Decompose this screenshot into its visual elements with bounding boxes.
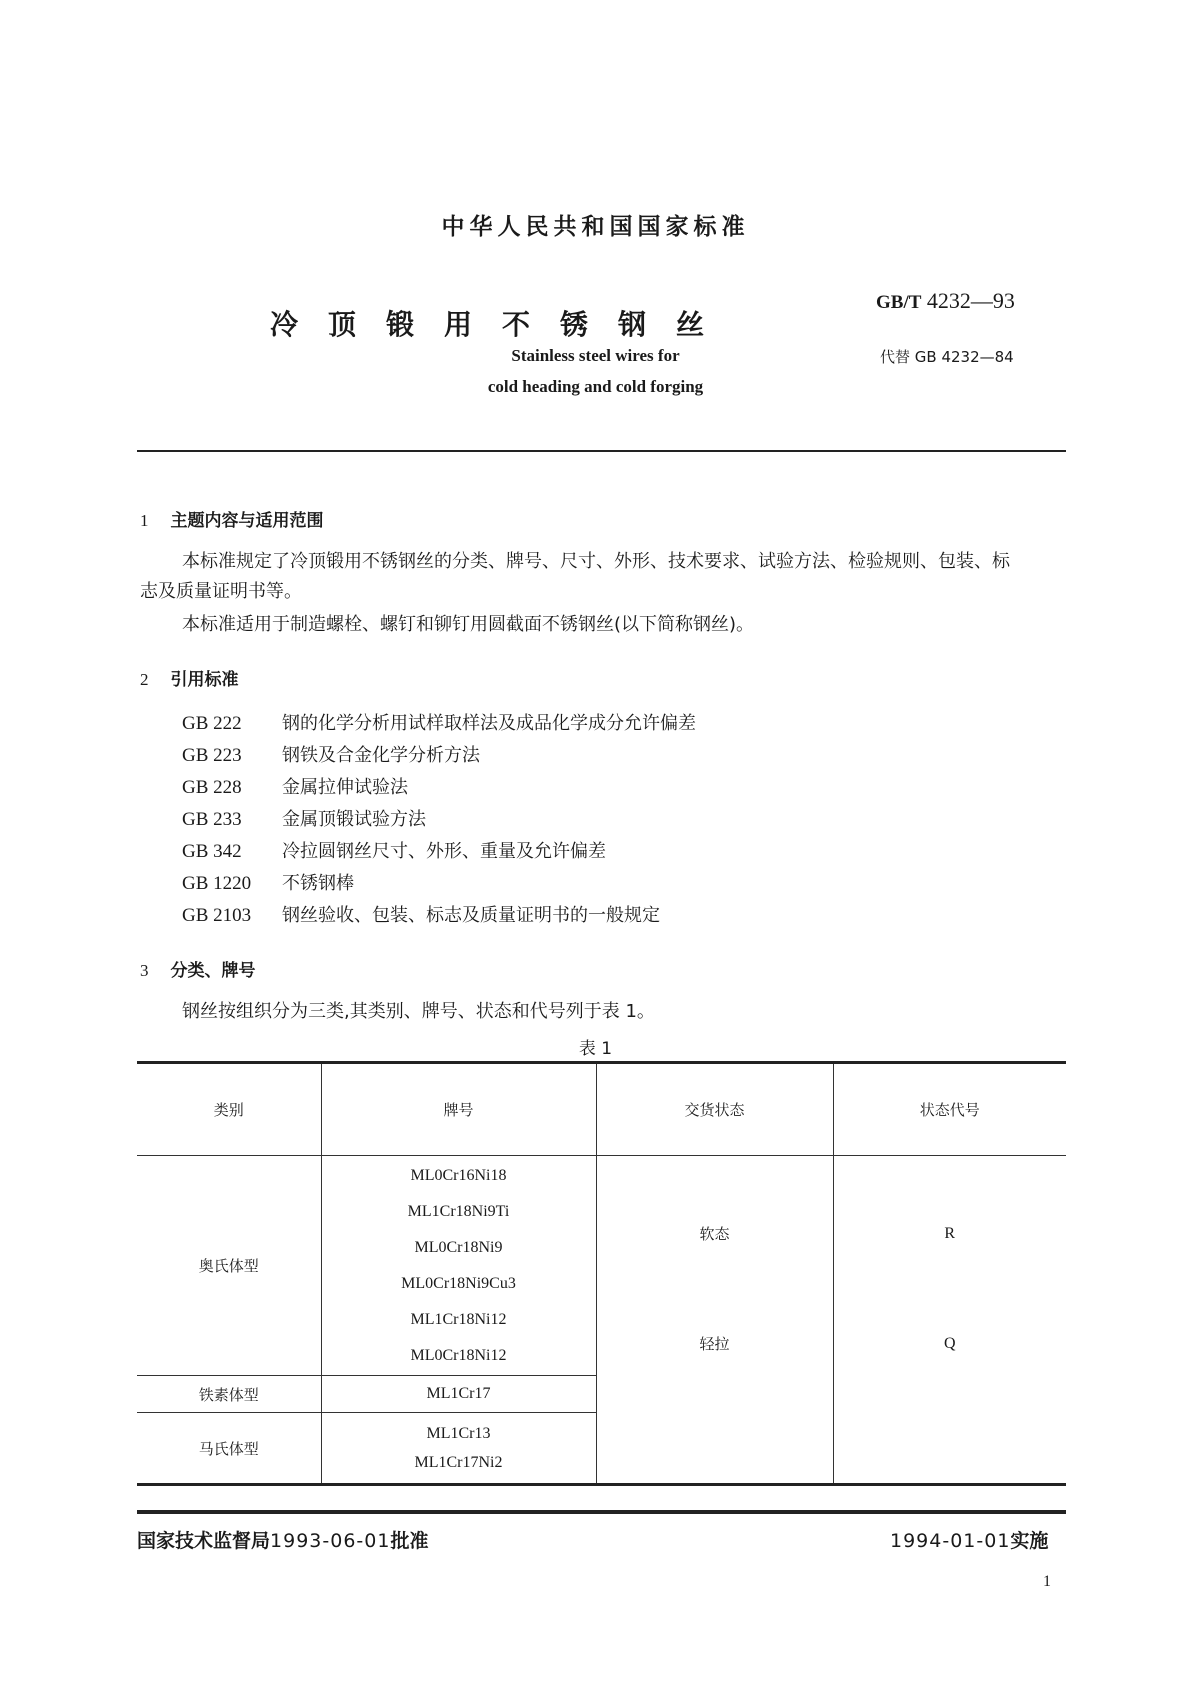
reference-code: GB 223 <box>182 745 242 766</box>
grade-item: ML0Cr18Ni9 <box>414 1238 503 1256</box>
grade-item: ML1Cr17Ni2 <box>414 1454 503 1471</box>
grade-item: ML1Cr13 <box>426 1425 491 1442</box>
reference-item <box>182 805 426 831</box>
page-number: 1 <box>1043 1573 1051 1590</box>
reference-item <box>182 901 660 927</box>
section-2-heading <box>140 665 239 690</box>
reference-title: 金属拉伸试验法 <box>282 777 408 798</box>
replaces-note: 代替 GB 4232—84 <box>880 348 1014 366</box>
header-delivery-state: 交货状态 <box>596 1063 833 1156</box>
state-code-cell <box>833 1156 1066 1485</box>
reference-code: GB 222 <box>182 713 242 734</box>
grade-item: ML1Cr17 <box>426 1385 491 1402</box>
reference-item <box>182 869 354 895</box>
reference-item <box>182 741 480 767</box>
table-caption: 表 1 <box>578 1039 613 1059</box>
reference-code: GB 1220 <box>182 873 252 894</box>
document-title-en-line2: cold heading and cold forging <box>487 377 704 396</box>
reference-item <box>182 837 606 863</box>
reference-title: 不锈钢棒 <box>282 873 354 894</box>
reference-title: 金属顶锻试验方法 <box>282 809 426 830</box>
reference-item <box>182 709 696 735</box>
code-r: R <box>944 1225 956 1242</box>
section-1-heading <box>140 506 324 531</box>
reference-code: GB 342 <box>182 841 242 862</box>
section-1-para2: 本标准适用于制造螺栓、螺钉和铆钉用圆截面不锈钢丝(以下简称钢丝)。 <box>182 614 755 635</box>
reference-title: 冷拉圆钢丝尺寸、外形、重量及允许偏差 <box>282 841 606 862</box>
state-light-drawn: 轻拉 <box>699 1335 730 1353</box>
standard-number <box>876 288 1015 314</box>
section-number: 2 <box>140 670 149 689</box>
reference-title: 钢的化学分析用试样取样法及成品化学成分允许偏差 <box>282 713 696 734</box>
delivery-state-cell <box>596 1156 833 1485</box>
category-cell: 马氏体型 <box>137 1413 321 1485</box>
standard-prefix: GB/T <box>876 292 922 313</box>
grade-item: ML0Cr18Ni12 <box>410 1346 507 1364</box>
approval-line <box>137 1526 428 1553</box>
implementation-suffix: 实施 <box>1010 1530 1049 1552</box>
document-title-cn: 冷顶锻用不锈钢丝 <box>270 308 735 341</box>
approval-date: 1993-06-01 <box>270 1530 391 1552</box>
code-q: Q <box>943 1335 956 1352</box>
reference-item <box>182 773 408 799</box>
section-title: 主题内容与适用范围 <box>170 511 324 531</box>
grades-cell <box>321 1156 596 1376</box>
header-grade: 牌号 <box>321 1063 596 1156</box>
reference-title: 钢铁及合金化学分析方法 <box>282 745 480 766</box>
grade-table <box>137 1061 1066 1486</box>
reference-code: GB 233 <box>182 809 242 830</box>
grades-cell <box>321 1413 596 1485</box>
section-title: 分类、牌号 <box>170 961 256 981</box>
document-title-en-line1: Stainless steel wires for <box>511 346 680 365</box>
section-title: 引用标准 <box>170 670 239 690</box>
national-standard-heading: 中华人民共和国国家标准 <box>441 214 750 240</box>
grade-item: ML1Cr18Ni9Ti <box>407 1202 510 1220</box>
approval-suffix: 批准 <box>390 1530 429 1552</box>
footer-rule <box>137 1510 1066 1514</box>
section-1-para1-line2: 志及质量证明书等。 <box>140 581 302 602</box>
section-3-para: 钢丝按组织分为三类,其类别、牌号、状态和代号列于表 1。 <box>182 1001 655 1022</box>
category-cell: 铁素体型 <box>137 1376 321 1413</box>
grade-item: ML0Cr16Ni18 <box>410 1166 507 1184</box>
reference-code: GB 228 <box>182 777 242 798</box>
header-rule <box>137 450 1066 452</box>
section-number: 3 <box>140 961 149 980</box>
grade-item: ML0Cr18Ni9Cu3 <box>401 1274 516 1292</box>
table-row <box>137 1156 1066 1376</box>
approving-authority: 国家技术监督局 <box>137 1530 271 1552</box>
implementation-line <box>890 1526 1048 1553</box>
category-cell: 奥氏体型 <box>137 1156 321 1376</box>
grades-cell <box>321 1376 596 1413</box>
standard-code: 4232—93 <box>926 288 1015 313</box>
header-category: 类别 <box>137 1063 321 1156</box>
section-1-para1-line1: 本标准规定了冷顶锻用不锈钢丝的分类、牌号、尺寸、外形、技术要求、试验方法、检验规则、包装、标 <box>182 551 1010 572</box>
section-3-heading <box>140 956 256 981</box>
reference-code: GB 2103 <box>182 905 252 926</box>
implementation-date: 1994-01-01 <box>890 1530 1011 1552</box>
section-number: 1 <box>140 511 149 530</box>
reference-title: 钢丝验收、包装、标志及质量证明书的一般规定 <box>282 905 660 926</box>
state-soft: 软态 <box>699 1225 730 1243</box>
header-state-code: 状态代号 <box>833 1063 1066 1156</box>
grade-item: ML1Cr18Ni12 <box>410 1310 507 1328</box>
table-header-row <box>137 1063 1066 1156</box>
